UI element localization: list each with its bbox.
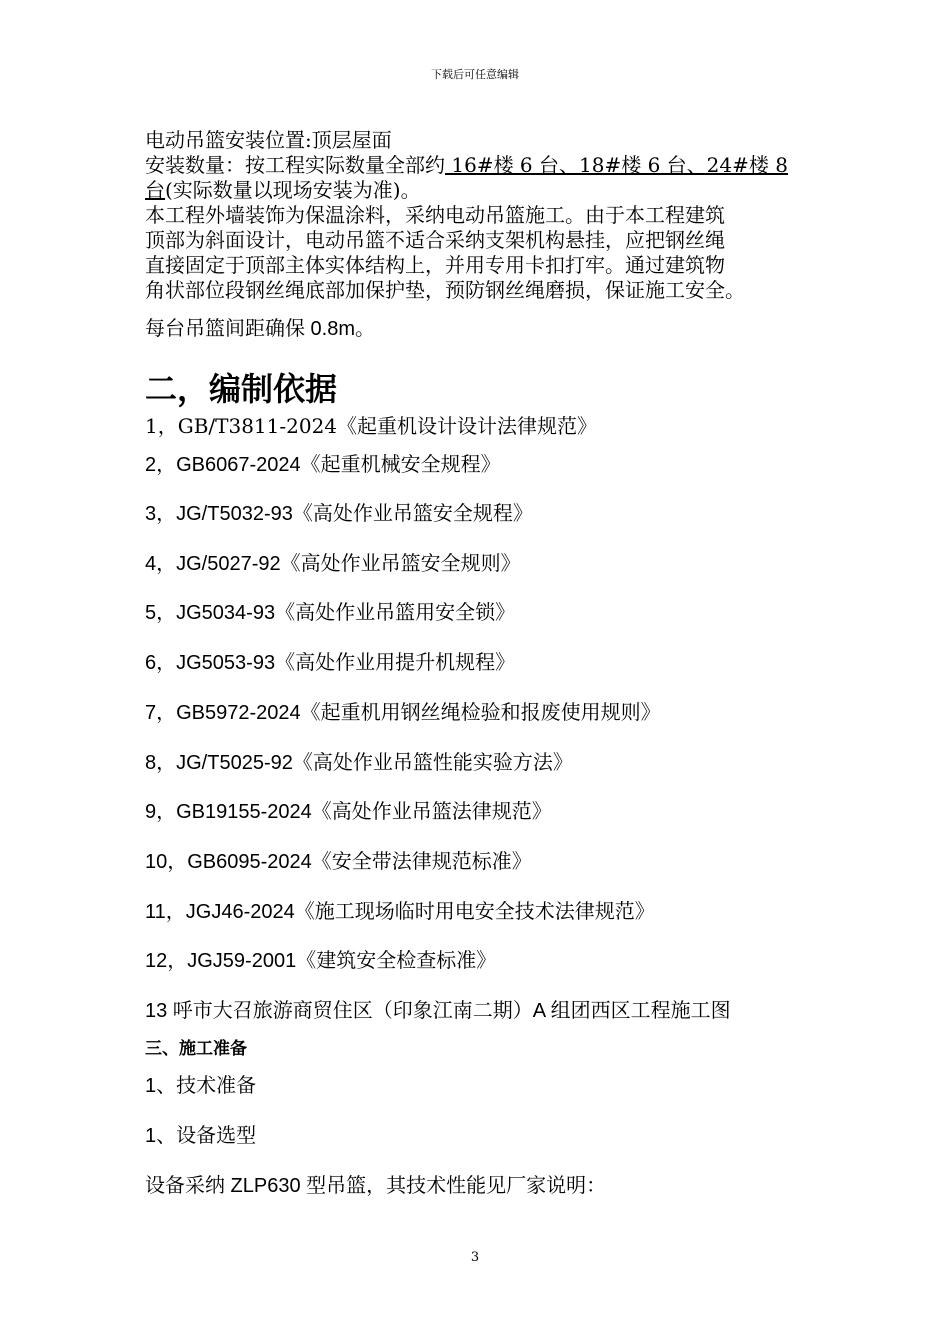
intro-para-line: 角状部位段钢丝绳底部加保护垫，预防钢丝绳磨损，保证施工安全。 [145, 278, 745, 302]
intro-para-line: 顶部为斜面设计，电动吊篮不适合采纳支架机构悬挂，应把钢丝绳 [145, 228, 725, 252]
quantity-unit: 台 [145, 178, 165, 202]
basis-item: 3，JG/T5032-93《高处作业吊篮安全规程》 [145, 503, 533, 525]
basis-item: 6，JG5053-93《高处作业用提升机规程》 [145, 652, 516, 674]
section-3-title: 三、施工准备 [145, 1039, 247, 1059]
basis-item: 11，JGJ46-2024《施工现场临时用电安全技术法律规范》 [145, 901, 655, 923]
basis-item: 4，JG/5027-92《高处作业吊篮安全规则》 [145, 553, 521, 575]
intro-para-line: 本工程外墙装饰为保温涂料，采纳电动吊篮施工。由于本工程建筑 [145, 203, 725, 227]
basis-item: 7，GB5972-2024《起重机用钢丝绳检验和报废使用规则》 [145, 702, 661, 724]
quantity-counts: 16#楼 6 台、18#楼 6 台、24#楼 8 [445, 153, 788, 177]
technical-prep-heading: 1、技术准备 [145, 1075, 257, 1097]
section-2-title: 二，编制依据 [145, 370, 338, 408]
basis-item: 12，JGJ59-2001《建筑安全检查标准》 [145, 950, 497, 972]
page-number: 3 [470, 1250, 480, 1265]
equipment-selection-heading: 1、设备选型 [145, 1125, 257, 1147]
basis-item: 10，GB6095-2024《安全带法律规范标准》 [145, 851, 532, 873]
equipment-description: 设备采纳 ZLP630 型吊篮，其技术性能见厂家说明： [145, 1175, 607, 1197]
basis-item: 13 呼市大召旅游商贸住区（印象江南二期）A 组团西区工程施工图 [145, 1000, 731, 1022]
quantity-note: (实际数量以现场安装为准)。 [165, 178, 421, 202]
basis-item: 1，GB/T3811-2024《起重机设计设计法律规范》 [145, 414, 598, 438]
install-location: 电动吊篮安装位置:顶层屋面 [145, 128, 392, 152]
basis-item: 2，GB6067-2024《起重机械安全规程》 [145, 454, 501, 476]
quantity-prefix: 安装数量：按工程实际数量全部约 [145, 153, 445, 177]
page-header-note: 下载后可任意编辑 [431, 68, 519, 81]
basket-spacing: 每台吊篮间距确保 0.8m。 [145, 318, 376, 340]
basis-item: 5，JG5034-93《高处作业吊篮用安全锁》 [145, 602, 516, 624]
intro-para-line: 直接固定于顶部主体实体结构上，并用专用卡扣打牢。通过建筑物 [145, 253, 725, 277]
basis-item: 9，GB19155-2024《高处作业吊篮法律规范》 [145, 801, 552, 823]
basis-item: 8，JG/T5025-92《高处作业吊篮性能实验方法》 [145, 752, 573, 774]
